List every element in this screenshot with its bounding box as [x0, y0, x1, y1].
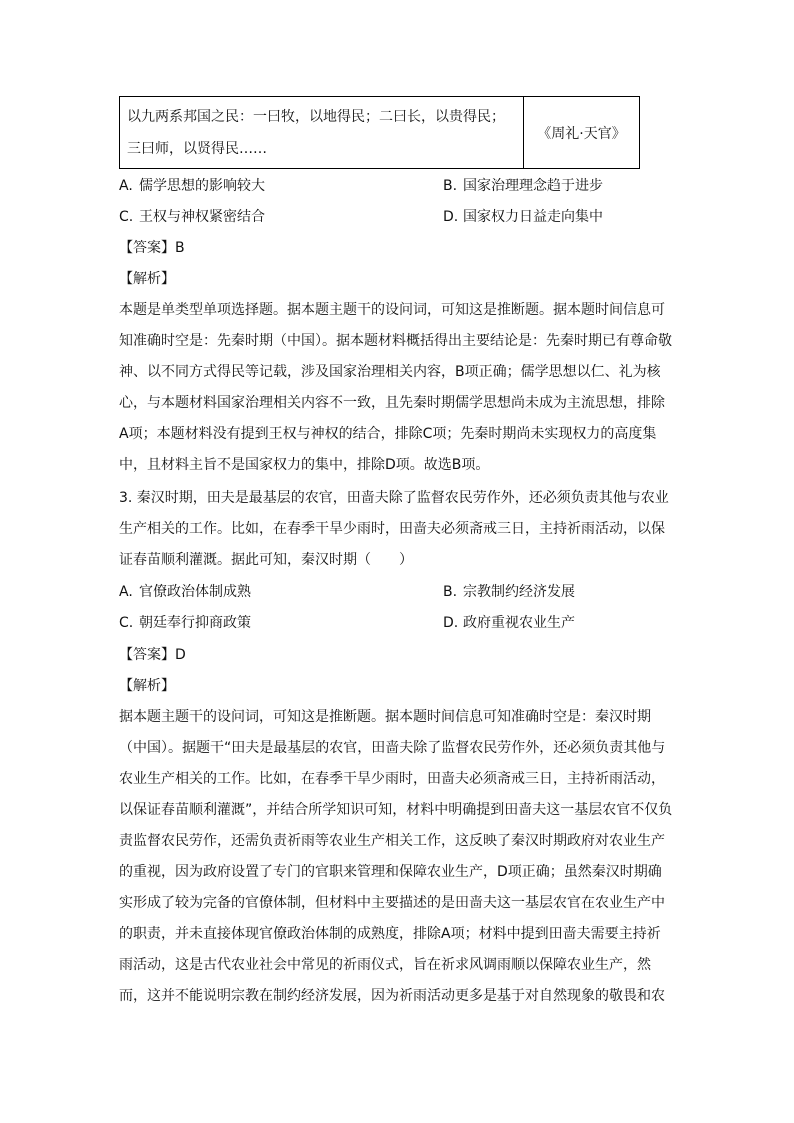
- q3-analysis-line: 雨活动，这是古代农业社会中常见的祈雨仪式，旨在祈求风调雨顺以保障农业生产，然: [119, 957, 651, 973]
- q3-stem-line: 证春苗顺利灌溉。据此可知，秦汉时期（ ）: [119, 552, 413, 568]
- q2-option-b[interactable]: [443, 176, 603, 196]
- material-quote: 以九两系邦国之民：一曰牧，以地得民；二曰长，以贵得民；三曰师，以贤得民……: [120, 97, 524, 169]
- q3-option-c[interactable]: [119, 613, 251, 633]
- q2-analysis-line: 神、以不同方式得民等记载，涉及国家治理相关内容，B项正确；儒学思想以仁、礼为核: [119, 364, 661, 380]
- q2-answer: 【答案】B: [119, 240, 185, 256]
- option-text: 王权与神权紧密结合: [139, 209, 265, 225]
- option-text: 国家权力日益走向集中: [463, 209, 603, 225]
- q3-analysis-line: 据本题主题干的设问词，可知这是推断题。据本题时间信息可知准确时空是：秦汉时期: [119, 709, 651, 725]
- q3-analysis-line: 实形成了较为完备的官僚体制，但材料中主要描述的是田啬夫这一基层农官在农业生产中: [119, 895, 665, 911]
- q2-analysis-line: 心，与本题材料国家治理相关内容不一致，且先秦时期儒学思想尚未成为主流思想，排除: [119, 395, 665, 411]
- q3-analysis-line: （中国）。据题干“田夫是最基层的农官，田啬夫除了监督农民劳作外，还必须负责其他与: [119, 740, 666, 756]
- option-letter: A.: [119, 178, 133, 194]
- material-source: 《周礼·天官》: [524, 97, 640, 169]
- option-text: 政府重视农业生产: [463, 615, 575, 631]
- q3-stem-line: 3. 秦汉时期，田夫是最基层的农官，田啬夫除了监督农民劳作外，还必须负责其他与农业: [119, 490, 669, 506]
- option-text: 朝廷奉行抑商政策: [139, 615, 251, 631]
- q3-option-a[interactable]: [119, 582, 251, 602]
- option-letter: D.: [443, 615, 459, 631]
- option-letter: A.: [119, 584, 133, 600]
- q3-option-b[interactable]: [443, 582, 575, 602]
- q2-analysis-line: 中，且材料主旨不是国家权力的集中，排除D项。故选B项。: [119, 457, 490, 473]
- q3-analysis-line: 而，这并不能说明宗教在制约经济发展，因为祈雨活动更多是基于对自然现象的敬畏和农: [119, 988, 665, 1004]
- q3-answer: 【答案】D: [119, 647, 186, 663]
- q2-option-c[interactable]: [119, 207, 265, 227]
- q2-option-a[interactable]: [119, 176, 265, 196]
- q3-stem-line: 生产相关的工作。比如，在春季干旱少雨时，田啬夫必须斋戒三日，主持祈雨活动，以保: [119, 521, 665, 537]
- q2-option-d[interactable]: [443, 207, 603, 227]
- option-text: 官僚政治体制成熟: [139, 584, 251, 600]
- material-table: [119, 96, 640, 169]
- option-text: 儒学思想的影响较大: [139, 178, 265, 194]
- q2-analysis-line: A项；本题材料没有提到王权与神权的结合，排除C项；先秦时期尚未实现权力的高度集: [119, 426, 657, 442]
- option-text: 宗教制约经济发展: [463, 584, 575, 600]
- q3-option-d[interactable]: [443, 613, 575, 633]
- option-letter: B.: [443, 584, 458, 600]
- option-letter: B.: [443, 178, 458, 194]
- q2-analysis-label: 【解析】: [119, 271, 175, 287]
- q3-analysis-line: 的职责，并未直接体现官僚政治体制的成熟度，排除A项；材料中提到田啬夫需要主持祈: [119, 926, 661, 942]
- q2-analysis-line: 知准确时空是：先秦时期（中国）。据本题材料概括得出主要结论是：先秦时期已有尊命敬: [119, 333, 672, 349]
- option-text: 国家治理理念趋于进步: [463, 178, 603, 194]
- q3-analysis-line: 责监督农民劳作，还需负责祈雨等农业生产相关工作，这反映了秦汉时期政府对农业生产: [119, 833, 665, 849]
- option-letter: C.: [119, 209, 134, 225]
- option-letter: D.: [443, 209, 459, 225]
- q3-analysis-line: 以保证春苗顺利灌溉”，并结合所学知识可知，材料中明确提到田啬夫这一基层农官不仅负: [119, 802, 673, 818]
- q2-analysis-line: 本题是单类型单项选择题。据本题主题干的设问词，可知这是推断题。据本题时间信息可: [119, 302, 665, 318]
- q3-analysis-line: 的重视，因为政府设置了专门的官职来管理和保障农业生产，D项正确；虽然秦汉时期确: [119, 864, 662, 880]
- option-letter: C.: [119, 615, 134, 631]
- q3-analysis-label: 【解析】: [119, 678, 175, 694]
- q3-analysis-line: 农业生产相关的工作。比如，在春季干旱少雨时，田啬夫必须斋戒三日，主持祈雨活动，: [119, 771, 665, 787]
